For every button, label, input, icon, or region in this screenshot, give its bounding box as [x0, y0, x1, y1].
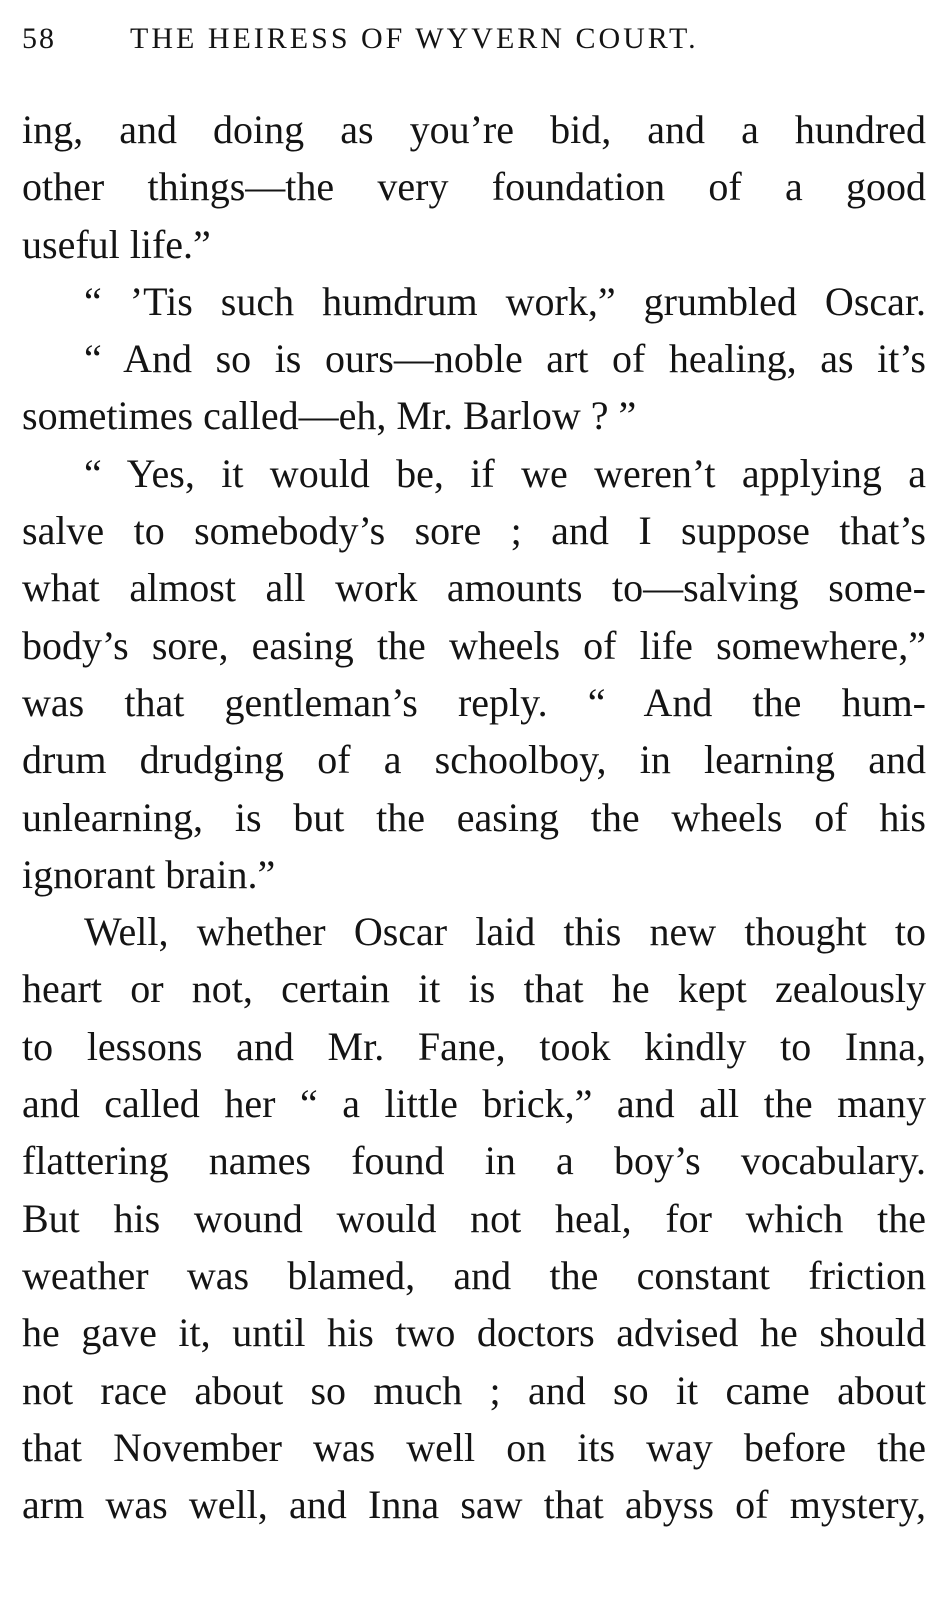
text-line: to lessons and Mr. Fane, took kindly to Inna,	[22, 1023, 926, 1069]
text-line: drum drudging of a schoolboy, in learning and	[22, 737, 926, 783]
text-line: “ Yes, it would be, if we weren’t applying a	[84, 450, 926, 496]
text-line: Well, whether Oscar laid this new thought to	[84, 909, 926, 955]
text-line: ing, and doing as you’re bid, and a hundred	[22, 107, 926, 152]
text-line: unlearning, is but the easing the wheels of his	[22, 794, 926, 840]
body-text	[22, 101, 926, 1533]
text-line: body’s sore, easing the wheels of life somewhere,”	[22, 622, 926, 668]
text-line: arm was well, and Inna saw that abyss of mystery,	[22, 1482, 926, 1528]
text-line: “ ’Tis such humdrum work,” grumbled Oscar.	[84, 278, 926, 324]
text-line: ignorant brain.”	[22, 851, 276, 897]
text-line: But his wound would not heal, for which the	[22, 1195, 926, 1241]
text-line: he gave it, until his two doctors advised he should	[22, 1310, 926, 1356]
text-line: not race about so much ; and so it came about	[22, 1367, 926, 1413]
text-line: weather was blamed, and the constant friction	[22, 1252, 926, 1298]
text-line: that November was well on its way before the	[22, 1424, 926, 1470]
text-line: heart or not, certain it is that he kept zealously	[22, 966, 926, 1012]
text-line: other things—the very foundation of a good	[22, 164, 926, 210]
text-line: “ And so is ours—noble art of healing, as it’s	[84, 336, 926, 382]
running-title: THE HEIRESS OF WYVERN COURT.	[130, 22, 699, 55]
running-head	[22, 22, 918, 62]
page-number: 58	[22, 22, 56, 55]
text-line: sometimes called—eh, Mr. Barlow ? ”	[22, 393, 637, 439]
text-line: salve to somebody’s sore ; and I suppose that’s	[22, 508, 926, 554]
text-line: useful life.”	[22, 221, 211, 267]
text-line: and called her “ a little brick,” and all the many	[22, 1081, 926, 1127]
text-line: what almost all work amounts to—salving some-	[22, 565, 926, 611]
text-line: flattering names found in a boy’s vocabulary.	[22, 1138, 926, 1184]
text-line: was that gentleman’s reply. “ And the hum-	[22, 679, 926, 725]
